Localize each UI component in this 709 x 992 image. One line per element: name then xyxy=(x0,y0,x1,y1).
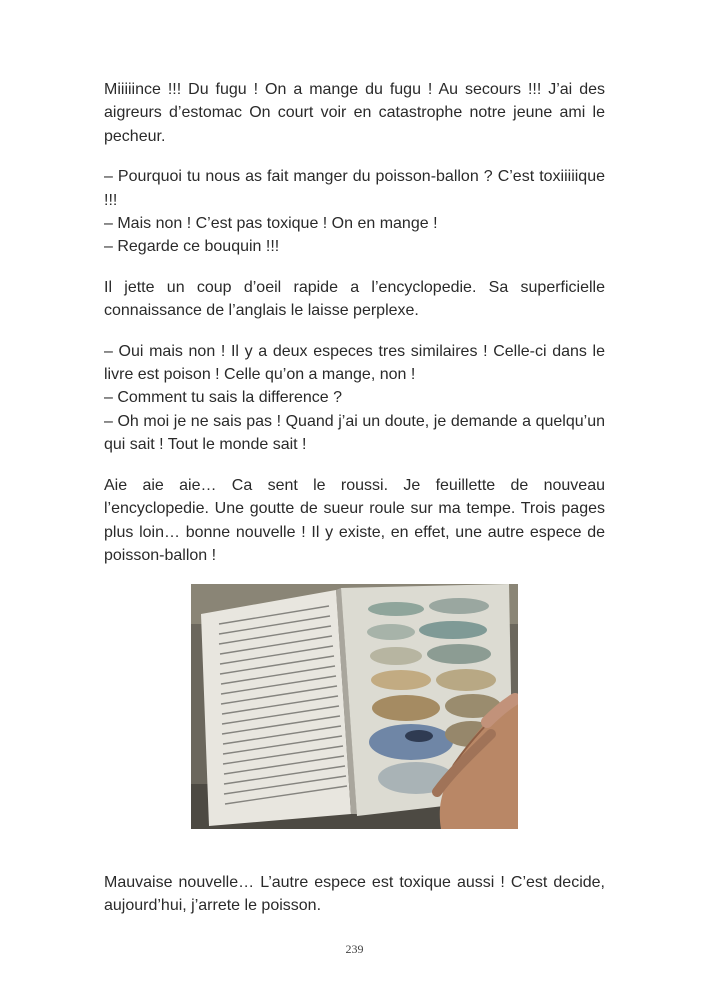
page-body xyxy=(104,78,605,584)
encyclopedia-photo xyxy=(191,584,518,829)
paragraph-intro: Miiiiince !!! Du fugu ! On a mange du fugu ! Au secours !!! J’ai des aigreurs d’estomac On court voir en catastrophe notre jeune ami le pecheur. xyxy=(104,81,605,145)
dialog-block-1 xyxy=(104,165,605,259)
dialog-line: – Regarde ce bouquin !!! xyxy=(104,238,280,256)
dialog-block-2 xyxy=(104,340,605,457)
paragraph-conclusion: Mauvaise nouvelle… L’autre espece est toxique aussi ! C’est decide, aujourd’hui, j’arrete le poisson. xyxy=(104,874,605,915)
paragraph-encyclopedia: Il jette un coup d’oeil rapide a l’encyclopedie. Sa superficielle connaissance de l’anglais le laisse perplexe. xyxy=(104,278,605,320)
dialog-line: – Pourquoi tu nous as fait manger du poisson-ballon ? C’est toxiiiiique !!! xyxy=(104,168,605,209)
page-number: 239 xyxy=(345,942,364,956)
dialog-line: – Oui mais non ! Il y a deux especes tres similaires ! Celle-ci dans le livre est poison ! Celle qu’on a mange, non ! xyxy=(104,342,605,384)
paragraph-roussi: Aie aie aie… Ca sent le roussi. Je feuillette de nouveau l’encyclopedie. Une goutte de sueur roule sur ma tempe. Trois pages plus loin… bonne nouvelle ! Il y existe, en effet, une autre espece de poisson-ballon ! xyxy=(104,476,605,564)
dialog-line: – Oh moi je ne sais pas ! Quand j’ai un doute, je demande a quelqu’un qui sait ! Tout le monde sait ! xyxy=(104,412,605,454)
dialog-line: – Mais non ! C’est pas toxique ! On en mange ! xyxy=(104,215,438,233)
dialog-line: – Comment tu sais la difference ? xyxy=(104,389,343,407)
